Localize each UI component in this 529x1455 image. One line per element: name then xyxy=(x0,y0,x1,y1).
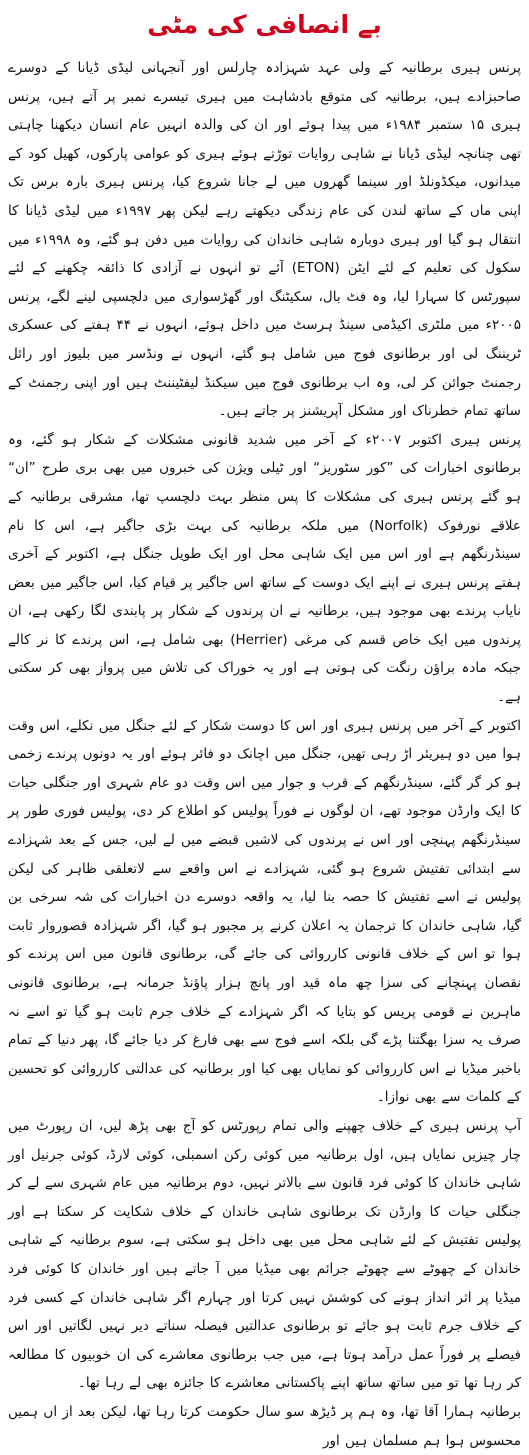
article-title: بے انصافی کی مٹی xyxy=(147,10,382,39)
article-paragraph: اکتوبر کے آخر میں پرنس ہیری اور اس کا دوست شکار کے لئے جنگل میں نکلے، اس وقت ہوا میں دو ہیریئر اڑ رہی تھیں، جنگل میں اچانک دو فائر ہوئے اور یہ دونوں پرندے زخمی ہو کر گر گئے، سینڈرنگھم کے قرب و جوار میں اس وقت دو عام شہری اور جنگلی حیات کا ایک وارڈن موجود تھے، ان لوگوں نے فوراً پولیس کو اطلاع کر دی، پولیس فوری طور پر سینڈرنگھم پہنچی اور اس نے پرندوں کی لاشیں قبضے میں لے لیں، جس کے بعد شہزادے سے ابتدائی تفتیش شروع ہو گئی، شہزادے نے اس واقعے سے لاتعلقی ظاہر کی لیکن پولیس نے اسے تفتیش کا حصہ بنا لیا، یہ واقعہ دوسرے دن اخبارات کی شہ سرخی بن گیا، شاہی خاندان کا ترجمان یہ اعلان کرنے پر مجبور ہو گیا، اگر شہزادہ قصوروار ثابت ہوا تو اس کے خلاف قانونی کارروائی کی جائے گی، برطانوی قانون میں اس پرندے کو نقصان پہنچانے کی سزا چھ ماہ قید اور پانچ ہزار پاؤنڈ جرمانہ ہے، برطانوی قانونی ماہرین نے قومی پریس کو بتایا کہ اگر شہزادے کے خلاف جرم ثابت ہو گیا تو اسے نہ صرف یہ سزا بھگتنا پڑے گی بلکہ اسے فوج سے بھی فارغ کر دیا جائے گا، پھر دنیا کے تمام باخبر میڈیا نے اس کارروائی کو نمایاں بھی کیا اور برطانیہ کی عدالتی کارروائی کو تحسین کے کلمات سے بھی نوازا۔ xyxy=(8,717,521,1106)
article-paragraph: برطانیہ ہمارا آقا تھا، وہ ہم پر ڈیڑھ سو سال حکومت کرتا رہا تھا، لیکن بعد از اں ہمیں محسوس ہوا ہم مسلمان ہیں اور xyxy=(8,1403,521,1449)
article-body xyxy=(8,54,521,1455)
article-paragraph: پرنس ہیری اکتوبر ۲۰۰۷ء کے آخر میں شدید قانونی مشکلات کے شکار ہو گئے، وہ برطانوی اخبارات کی ”کور سٹوریز“ اور ٹیلی ویژن کی خبروں میں بھی بری طرح ”ان“ ہو گئے پرنس ہیری کی مشکلات کا پس منظر بہت دلچسپ تھا، مشرقی برطانیہ کے علاقے نورفوک (Norfolk) میں ملکہ برطانیہ کی بہت بڑی جاگیر ہے، اس کا نام سینڈرنگھم ہے اور اس میں ایک شاہی محل اور ایک طویل جنگل ہے، اکتوبر کے آخری ہفتے پرنس ہیری نے اپنے ایک دوست کے ساتھ اس جاگیر پر قیام کیا، اس جاگیر میں بعض نایاب پرندے بھی موجود ہیں، برطانیہ نے ان پرندوں کے شکار پر پابندی لگا رکھی ہے، ان پرندوں میں ایک خاص قسم کی مرغی (Herrier) بھی شامل ہے، اس پرندے کا نر کالے جبکہ مادہ براؤن رنگت کی ہوتی ہے اور یہ خوراک کی تلاش میں پرواز بھی کر سکتی ہے۔ xyxy=(8,431,521,706)
article-paragraph: پرنس ہیری برطانیہ کے ولی عہد شہزادہ چارلس اور آنجہانی لیڈی ڈیانا کے دوسرے صاحبزادے ہیں، برطانیہ کی متوقع بادشاہت میں ہیری تیسرے نمبر پر آتے ہیں، پرنس ہیری ۱۵ ستمبر ۱۹۸۴ء میں پیدا ہوئے اور ان کی والدہ انہیں عام انسان دیکھنا چاہتی تھی چنانچہ لیڈی ڈیانا نے شاہی روایات توڑتے ہوئے ہیری کو عوامی پارکوں، کھیل کود کے میدانوں، میکڈونلڈ اور سینما گھروں میں لے جانا شروع کیا، پرنس ہیری بارہ برس تک اپنی ماں کے ساتھ لندن کی عام زندگی دیکھتے رہے لیکن پھر ۱۹۹۷ء میں لیڈی ڈیانا کا انتقال ہو گیا اور ہیری دوبارہ شاہی خاندان کی روایات میں دفن ہو گئے، وہ ۱۹۹۸ء میں سکول کی تعلیم کے لئے ایٹن (ETON) آئے تو انہوں نے آزادی کا ذائقہ چکھنے کے لئے سپورٹس کا سہارا لیا، وہ فٹ بال، سکیٹنگ اور گھڑسواری میں دلچسپی لینے لگے، پرنس ۲۰۰۵ء میں ملٹری اکیڈمی سینڈ ہرسٹ میں داخل ہوئے، انہوں نے ۴۴ ہفتے کی عسکری ٹریننگ لی اور برطانوی فوج میں شامل ہو گئے، انہوں نے ونڈسر میں بلیوز اور رائل رجمنٹ جوائن کر لی، وہ اب برطانوی فوج میں سیکنڈ لیفٹیننٹ ہیں اور اپنی رجمنٹ کے ساتھ تمام خطرناک اور مشکل آپریشنز پر جاتے ہیں۔ xyxy=(8,60,521,420)
article-paragraph: آپ پرنس ہیری کے خلاف چھپنے والی تمام رپورٹس کو آج بھی پڑھ لیں، ان رپورٹ میں چار چیزیں نمایاں ہیں، اول برطانیہ میں کوئی رکن اسمبلی، کوئی لارڈ، کوئی جرنیل اور شاہی خاندان کا کوئی فرد قانون سے بالاتر نہیں، دوم برطانیہ میں عام شہری سے لے کر جنگلی حیات کا وارڈن تک برطانوی شاہی خاندان کے خلاف شکایت کر سکتا ہے اور پولیس تفتیش کے لئے شاہی محل میں بھی داخل ہو سکتی ہے، سوم برطانیہ کے شاہی خاندان کے چھوٹے سے چھوٹے جرائم بھی میڈیا میں آ جاتے ہیں اور خاندان کا کوئی فرد میڈیا پر اثر انداز ہونے کی کوشش نہیں کرتا اور چہارم اگر شاہی خاندان کے کسی فرد کے خلاف جرم ثابت ہو جائے تو برطانوی عدالتیں فیصلہ سناتے دیر نہیں لگاتیں اور اس فیصلے پر فوراً عمل درآمد ہوتا ہے، میں جب برطانوی معاشرے کی ان خوبیوں کا مطالعہ کر رہا تھا تو میں ساتھ ساتھ اپنے پاکستانی معاشرے کا جائزہ بھی لے رہا تھا۔ xyxy=(8,1117,521,1392)
